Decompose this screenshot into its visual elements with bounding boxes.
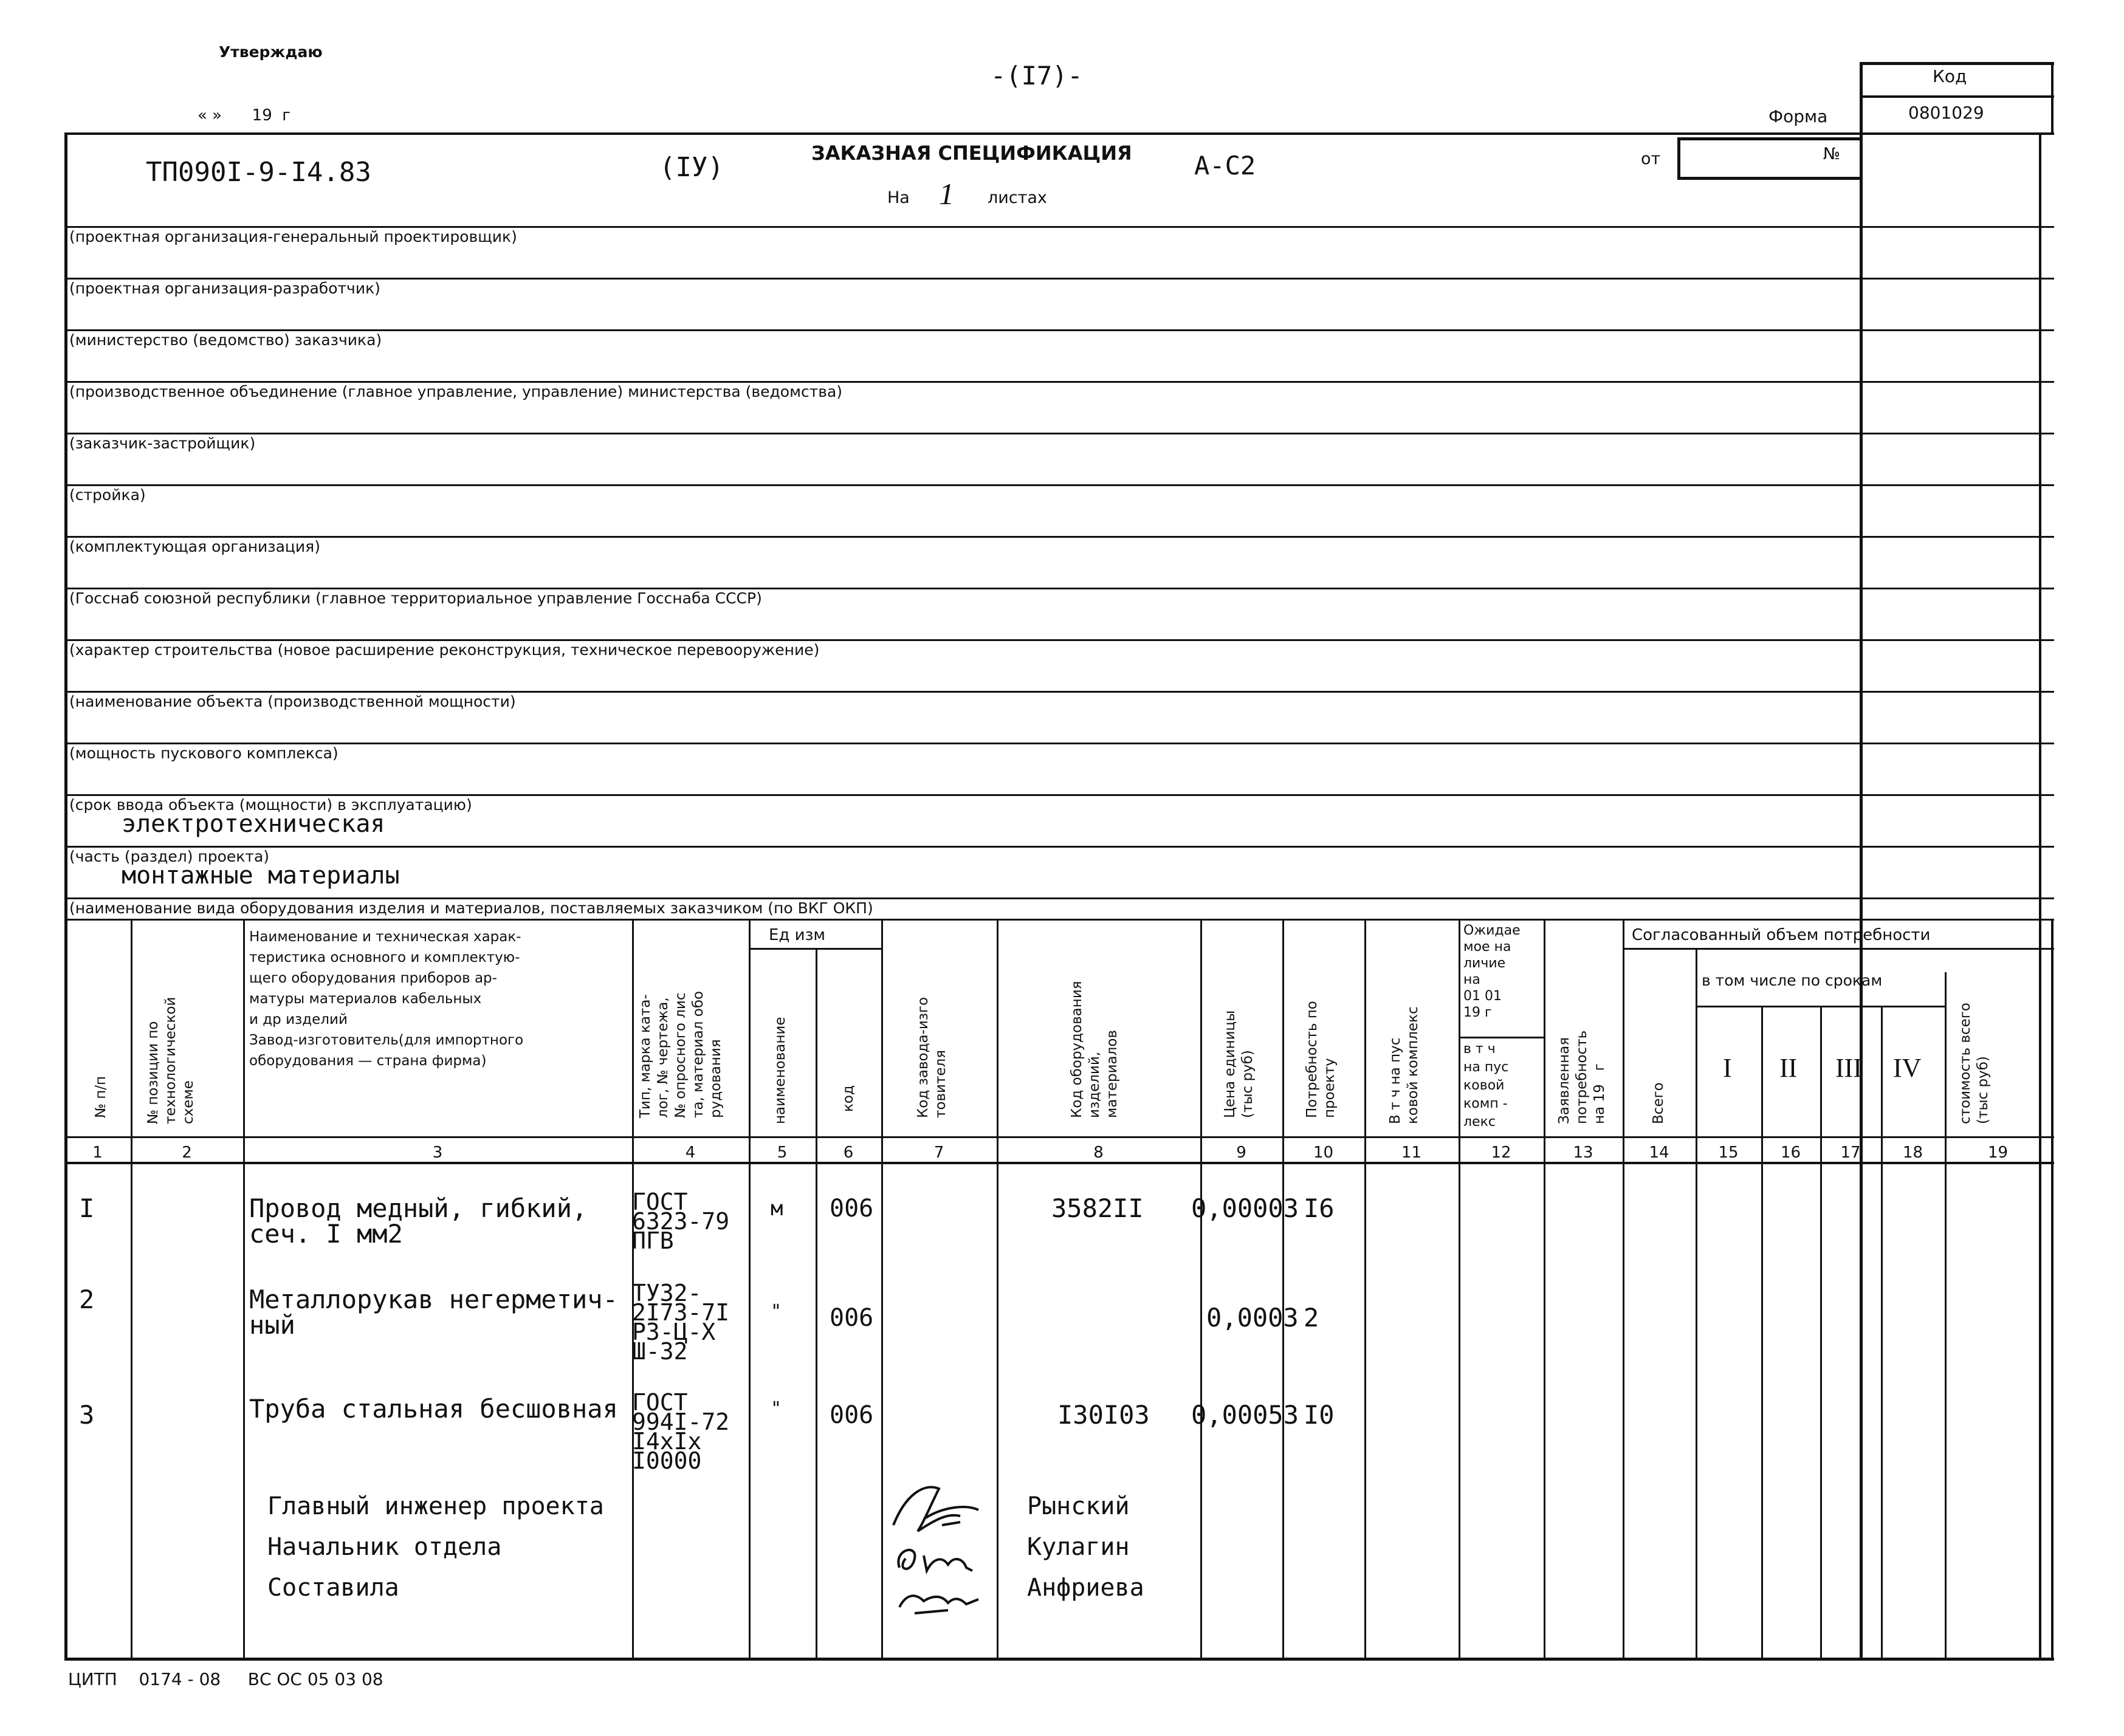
volume-label: (IУ) xyxy=(659,152,724,183)
col-3-header: Наименование и техническая харак- теристика основного и комплектую- щего оборудования приборов ар- матуры материалов кабельных и др изделий Завод-изготовитель(для импортного оборудования — страна фирма) xyxy=(249,929,524,1069)
by-terms-header: в том числе по срокам xyxy=(1702,972,1883,989)
signature-role-department-head: Начальник отдела xyxy=(267,1533,502,1561)
row-type: ГОСТ 994I-72 I4хIх I0000 xyxy=(632,1389,730,1474)
row-code: 006 xyxy=(830,1304,874,1332)
col-18-header: IV xyxy=(1893,1053,1922,1083)
signature-role-compiler: Составила xyxy=(267,1574,399,1602)
col-13-header: Заявленная потребность на 19 г xyxy=(1556,1030,1607,1124)
row-number: I xyxy=(79,1193,95,1223)
col-5-header: наименование xyxy=(772,1017,788,1124)
col-number: 2 xyxy=(182,1144,192,1162)
row-type: ТУ32- 2I73-7I РЗ-Ц-Х Ш-32 xyxy=(632,1280,730,1365)
col-number: 18 xyxy=(1902,1144,1923,1162)
col-14-header: Всего xyxy=(1651,1082,1666,1124)
col-12-bottom-header: в т ч на пус ковой комп - лекс xyxy=(1463,1041,1509,1130)
col-number: 11 xyxy=(1401,1144,1422,1162)
signature-name-2: Кулагин xyxy=(1027,1533,1130,1561)
field-value-type: монтажные материалы xyxy=(122,862,400,890)
col-number: 6 xyxy=(843,1144,854,1162)
field-launch-capacity: (мощность пускового комплекса) xyxy=(69,744,339,762)
col-number: 19 xyxy=(1987,1144,2009,1162)
col-7-header: Код завода-изго товителя xyxy=(915,997,949,1118)
approve-label: Утверждаю xyxy=(219,43,323,61)
field-production-association: (производственное объединение (главное управление, управление) министерства (ведомства) xyxy=(69,383,843,400)
col-number: 7 xyxy=(933,1144,944,1162)
field-developer: (проектная организация-разработчик) xyxy=(69,280,380,297)
row-quantity: I0 xyxy=(1304,1400,1335,1430)
col-number: 17 xyxy=(1840,1144,1861,1162)
row-unit: " xyxy=(771,1398,782,1419)
document-title: ЗАКАЗНАЯ СПЕЦИФИКАЦИЯ xyxy=(811,142,1132,165)
sheets-prefix: На xyxy=(887,188,910,207)
handwritten-signatures-icon xyxy=(881,1458,1015,1616)
approve-date: « » 19 г xyxy=(198,106,290,125)
col-number: 16 xyxy=(1780,1144,1801,1162)
col-16-header: II xyxy=(1779,1053,1798,1083)
row-price: 0,00053 xyxy=(1191,1400,1299,1430)
col-number: 3 xyxy=(432,1144,443,1162)
field-project-part: (часть (раздел) проекта) xyxy=(69,848,270,865)
col-11-header: В т ч на пус ковой комплекс xyxy=(1387,1006,1421,1124)
col-15-header: I xyxy=(1723,1053,1732,1083)
field-general-designer: (проектная организация-генеральный проектировщик) xyxy=(69,228,517,245)
page-number: -(I7)- xyxy=(991,61,1083,91)
col-number: 9 xyxy=(1236,1144,1246,1162)
sheets-count: 1 xyxy=(939,177,954,211)
col-17-header: III xyxy=(1835,1053,1862,1083)
col-12-top-header: Ожидае мое на личие на 01 01 19 г xyxy=(1463,923,1521,1020)
no-label: № xyxy=(1823,145,1841,163)
col-1-header: № п/п xyxy=(93,1076,109,1118)
forma-label: Форма xyxy=(1768,106,1828,126)
field-object-name: (наименование объекта (производственной мощности) xyxy=(69,693,516,710)
col-number: 4 xyxy=(685,1144,696,1162)
row-number: 2 xyxy=(79,1285,95,1314)
col-19-header: стоимость всего (тыс руб) xyxy=(1957,1003,1991,1124)
row-unit: м xyxy=(771,1196,783,1221)
col-number: 14 xyxy=(1649,1144,1669,1162)
row-name: Труба стальная бесшовная xyxy=(249,1394,618,1424)
row-type: ГОСТ 6323-79 ПГВ xyxy=(632,1189,730,1254)
signature-role-chief-engineer: Главный инженер проекта xyxy=(267,1492,604,1520)
col-number: 5 xyxy=(777,1144,788,1162)
row-quantity: 2 xyxy=(1304,1303,1319,1333)
col-number: 13 xyxy=(1573,1144,1593,1162)
document-code: А-С2 xyxy=(1194,151,1256,180)
field-commissioning: (срок ввода объекта (мощности) в эксплуатацию) xyxy=(69,796,472,814)
col-number: 1 xyxy=(92,1144,103,1162)
row-name: Металлорукав негерметич- ный xyxy=(249,1285,618,1340)
field-construction: (стройка) xyxy=(69,486,146,504)
signature-name-1: Рынский xyxy=(1027,1492,1130,1520)
forma-code: 0801029 xyxy=(1908,103,1984,123)
col-number: 12 xyxy=(1491,1144,1511,1162)
col-9-header: Цена единицы (тыс руб) xyxy=(1222,1010,1256,1118)
col-10-header: Потребность по проекту xyxy=(1304,1001,1338,1118)
field-value-part: электротехническая xyxy=(122,810,385,838)
field-ministry: (министерство (ведомство) заказчика) xyxy=(69,331,382,349)
field-completing-org: (комплектующая организация) xyxy=(69,538,320,555)
col-number: 8 xyxy=(1093,1144,1104,1162)
kod-label: Код xyxy=(1933,66,1967,86)
row-item-code: 3582II xyxy=(1051,1193,1144,1223)
field-construction-type: (характер строительства (новое расширение реконструкция, техническое перевооружение) xyxy=(69,641,820,659)
sheets-suffix: листах xyxy=(988,188,1047,207)
row-number: 3 xyxy=(79,1400,95,1430)
agreed-volume-header: Согласованный объем потребности xyxy=(1632,926,1931,944)
row-name: Провод медный, гибкий, сеч. I мм2 xyxy=(249,1193,588,1249)
col-number: 15 xyxy=(1718,1144,1739,1162)
row-quantity: I6 xyxy=(1304,1193,1335,1223)
col-5-group-header: Ед изм xyxy=(769,926,826,944)
row-unit: " xyxy=(771,1301,782,1322)
col-4-header: Тип, марка ката- лог, № чертежа, № опросного лис та, материал обо рудования xyxy=(638,990,724,1118)
row-code: 006 xyxy=(830,1401,874,1429)
field-gossnab: (Госснаб союзной республики (главное территориальное управление Госснаба СССР) xyxy=(69,589,762,607)
col-2-header: № позиции по технологической схеме xyxy=(145,997,196,1124)
ot-label: от xyxy=(1641,149,1661,168)
footer-code: ЦИТП 0174 - 08 ВС ОС 05 03 08 xyxy=(68,1669,383,1689)
field-customer: (заказчик-застройщик) xyxy=(69,434,256,452)
col-number: 10 xyxy=(1313,1144,1334,1162)
col-8-header: Код оборудования изделий, материалов xyxy=(1069,981,1120,1118)
row-item-code: I30I03 xyxy=(1057,1400,1150,1430)
signature-name-3: Анфриева xyxy=(1027,1574,1144,1602)
row-code: 006 xyxy=(830,1195,874,1223)
col-6-header: код xyxy=(840,1085,856,1112)
row-price: 0,0003 xyxy=(1206,1303,1299,1333)
project-code: ТП090I-9-I4.83 xyxy=(146,157,371,188)
field-equipment-type: (наименование вида оборудования изделия и материалов, поставляемых заказчиком (по ВКГ ОКП) xyxy=(69,899,873,917)
row-price: 0,00003 xyxy=(1191,1193,1299,1223)
